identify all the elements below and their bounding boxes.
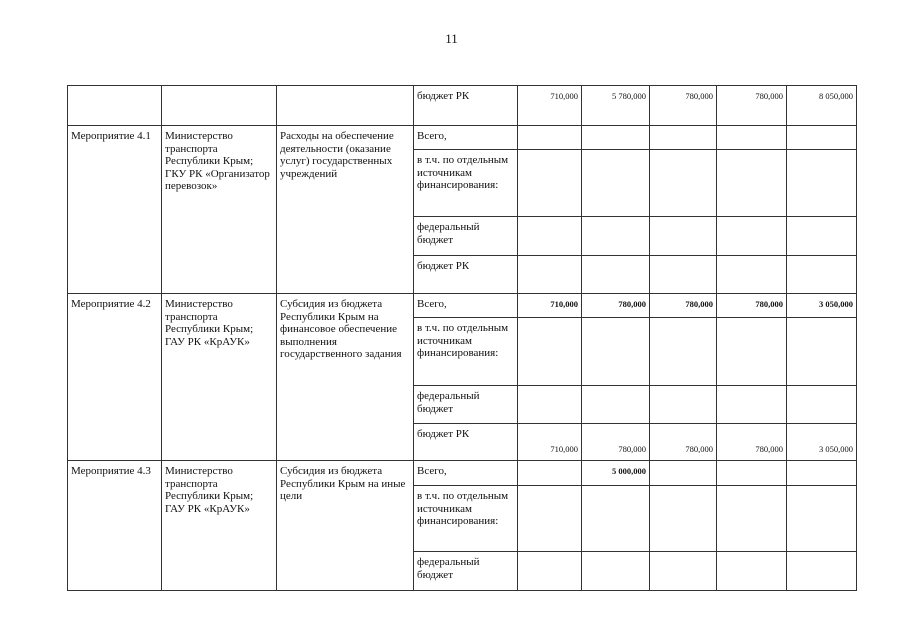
value-cell [717, 386, 787, 424]
goal-cell: Субсидия из бюджета Республики Крым на финансовое обеспечение выполнения государственного задания [277, 294, 414, 461]
funding-source-cell: в т.ч. по отдельным источникам финансирования: [414, 318, 518, 386]
measure-name-cell: Мероприятие 4.1 [68, 126, 162, 294]
measure-name-cell: Мероприятие 4.2 [68, 294, 162, 461]
funding-source-cell: бюджет РК [414, 256, 518, 294]
value-cell: 710,000 [518, 86, 582, 126]
value-cell [582, 126, 650, 150]
value-cell: 5 780,000 [582, 86, 650, 126]
value-cell [717, 461, 787, 486]
value-cell [582, 217, 650, 256]
value-cell [717, 217, 787, 256]
value-cell: 780,000 [650, 424, 717, 461]
value-cell: 780,000 [650, 86, 717, 126]
organization-cell: Министерство транспорта Республики Крым; ГАУ РК «КрАУК» [162, 294, 277, 461]
value-cell: 3 050,000 [787, 424, 857, 461]
value-cell [787, 486, 857, 552]
value-cell: 780,000 [582, 294, 650, 318]
funding-source-cell: в т.ч. по отдельным источникам финансирования: [414, 486, 518, 552]
value-cell [717, 318, 787, 386]
value-cell [518, 318, 582, 386]
value-cell [787, 256, 857, 294]
value-cell: 780,000 [650, 294, 717, 318]
value-cell [518, 486, 582, 552]
value-cell [582, 552, 650, 591]
value-cell [582, 486, 650, 552]
value-cell [518, 552, 582, 591]
funding-source-cell: бюджет РК [414, 86, 518, 126]
value-cell [717, 552, 787, 591]
value-cell: 780,000 [717, 86, 787, 126]
value-cell [717, 150, 787, 217]
value-cell: 710,000 [518, 424, 582, 461]
value-cell [518, 256, 582, 294]
value-cell [650, 318, 717, 386]
value-cell: 780,000 [717, 294, 787, 318]
table-row [68, 294, 857, 318]
value-cell [518, 217, 582, 256]
goal-cell [277, 86, 414, 126]
funding-source-cell: Всего, [414, 294, 518, 318]
funding-source-cell: бюджет РК [414, 424, 518, 461]
value-cell [717, 126, 787, 150]
value-cell [787, 552, 857, 591]
value-cell [650, 552, 717, 591]
value-cell [650, 256, 717, 294]
organization-cell: Министерство транспорта Республики Крым; ГАУ РК «КрАУК» [162, 461, 277, 591]
funding-source-cell: федеральный бюджет [414, 217, 518, 256]
page-number: 11 [445, 31, 458, 46]
organization-cell: Министерство транспорта Республики Крым; ГКУ РК «Организатор перевозок» [162, 126, 277, 294]
value-cell: 780,000 [582, 424, 650, 461]
value-cell [650, 486, 717, 552]
value-cell [787, 461, 857, 486]
value-cell [582, 386, 650, 424]
value-cell: 780,000 [717, 424, 787, 461]
goal-cell: Расходы на обеспечение деятельности (оказание услуг) государственных учреждений [277, 126, 414, 294]
value-cell [582, 318, 650, 386]
funding-source-cell: федеральный бюджет [414, 552, 518, 591]
value-cell [650, 386, 717, 424]
value-cell [717, 486, 787, 552]
measure-name-cell: Мероприятие 4.3 [68, 461, 162, 591]
measure-name-cell [68, 86, 162, 126]
budget-table [67, 85, 857, 591]
value-cell [787, 318, 857, 386]
value-cell: 8 050,000 [787, 86, 857, 126]
value-cell: 5 000,000 [582, 461, 650, 486]
value-cell [518, 386, 582, 424]
value-cell [518, 150, 582, 217]
value-cell [518, 461, 582, 486]
funding-source-cell: в т.ч. по отдельным источникам финансирования: [414, 150, 518, 217]
table-row [68, 126, 857, 150]
value-cell: 3 050,000 [787, 294, 857, 318]
value-cell: 710,000 [518, 294, 582, 318]
value-cell [582, 256, 650, 294]
table-row [68, 461, 857, 486]
value-cell [787, 217, 857, 256]
value-cell [518, 126, 582, 150]
organization-cell [162, 86, 277, 126]
funding-source-cell: федеральный бюджет [414, 386, 518, 424]
value-cell [787, 386, 857, 424]
goal-cell: Субсидия из бюджета Республики Крым на иные цели [277, 461, 414, 591]
table-row [68, 86, 857, 126]
funding-source-cell: Всего, [414, 126, 518, 150]
value-cell [650, 217, 717, 256]
value-cell [787, 150, 857, 217]
value-cell [650, 461, 717, 486]
value-cell [650, 126, 717, 150]
funding-source-cell: Всего, [414, 461, 518, 486]
value-cell [717, 256, 787, 294]
value-cell [787, 126, 857, 150]
value-cell [650, 150, 717, 217]
value-cell [582, 150, 650, 217]
